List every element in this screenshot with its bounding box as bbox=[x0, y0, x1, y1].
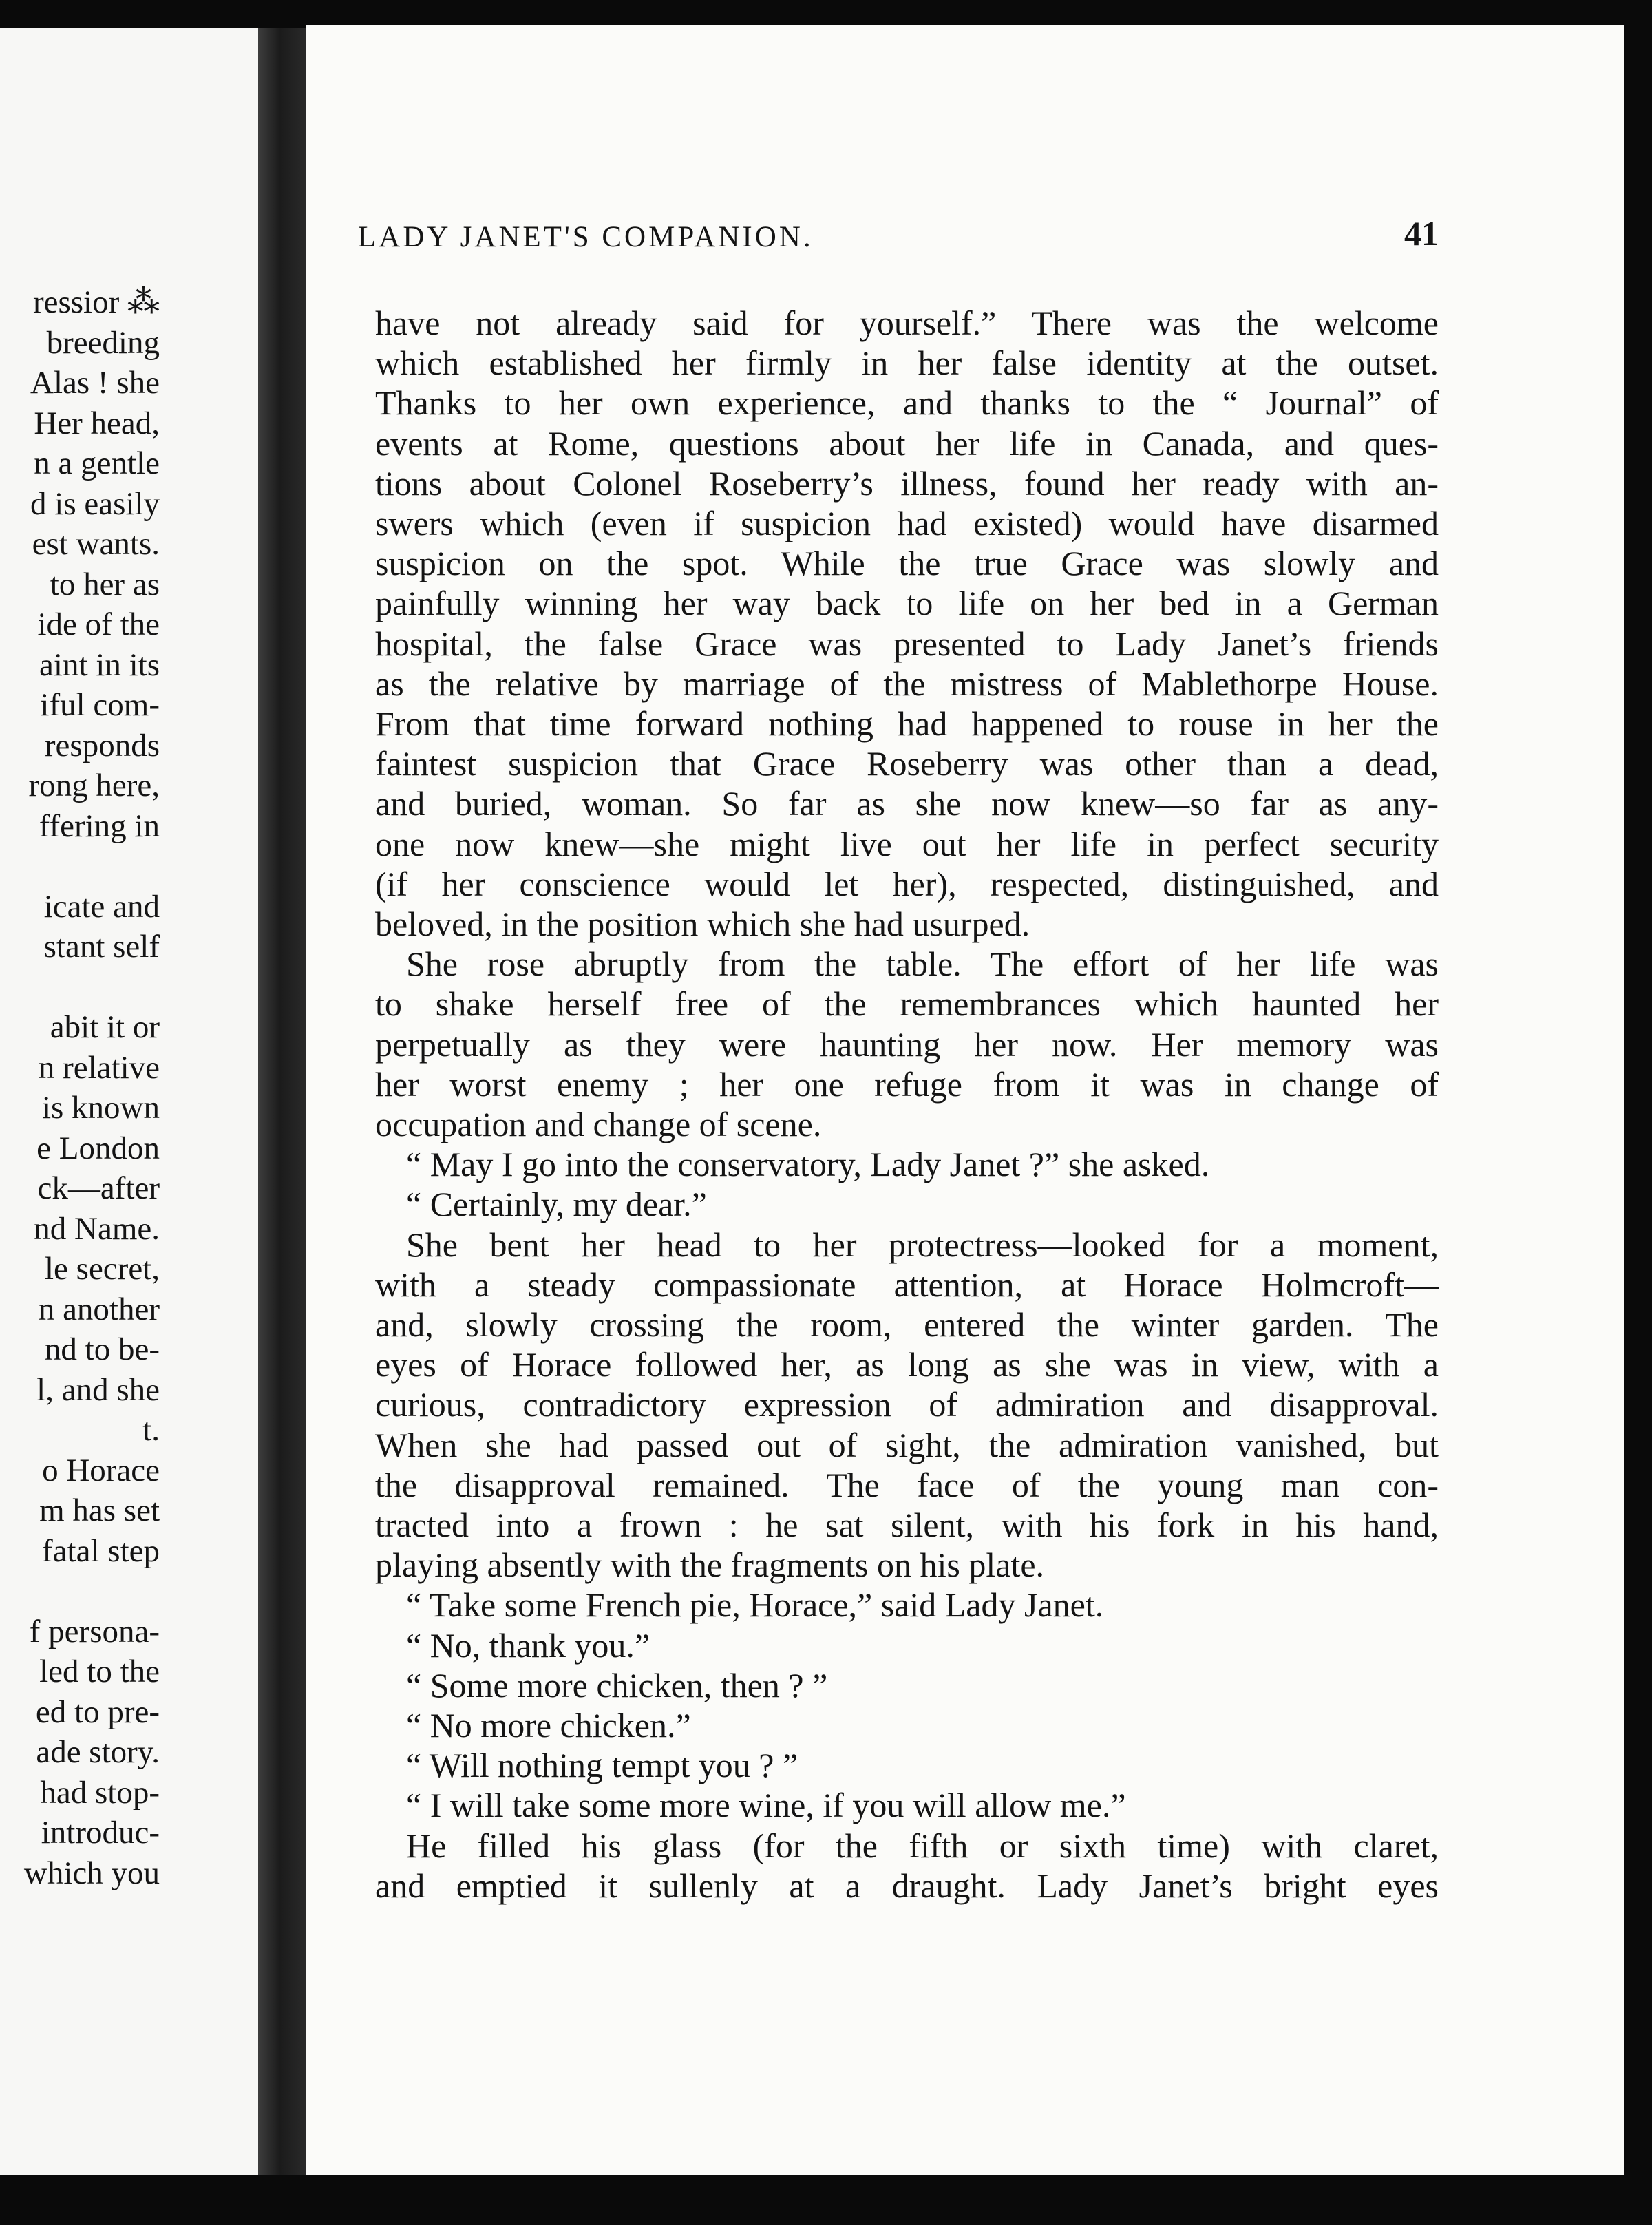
left-page-line: rong here, bbox=[28, 768, 160, 803]
text-line: have not already said for yourself.” There was the welcome bbox=[375, 304, 1439, 342]
text-line: “ Take some French pie, Horace,” said Lady Janet. bbox=[406, 1585, 1104, 1625]
left-page-line: m has set bbox=[39, 1493, 160, 1528]
left-page-line: ressior ⁂ bbox=[32, 284, 160, 320]
text-line: hospital, the false Grace was presented to Lady Janet’s friends bbox=[375, 624, 1439, 663]
text-line: to shake herself free of the remembrances which haunted her bbox=[375, 984, 1439, 1024]
left-page-line: led to the bbox=[39, 1654, 160, 1689]
left-page-line: ed to pre- bbox=[35, 1694, 160, 1730]
text-line: painfully winning her way back to life on her bed in a German bbox=[375, 584, 1439, 623]
page-number: 41 bbox=[1404, 214, 1439, 253]
left-page-line: iful com- bbox=[40, 687, 160, 723]
text-line: “ No more chicken.” bbox=[406, 1706, 691, 1744]
text-line: From that time forward nothing had happened to rouse in her the bbox=[375, 704, 1439, 743]
text-line: her worst enemy ; her one refuge from it was in change of bbox=[375, 1064, 1439, 1104]
text-line: perpetually as they were haunting her now. Her memory was bbox=[375, 1024, 1439, 1064]
left-page-line: nd Name. bbox=[34, 1210, 160, 1247]
left-page-line: ade story. bbox=[36, 1734, 160, 1770]
left-page-line: Her head, bbox=[34, 405, 160, 441]
book-gutter bbox=[258, 28, 306, 2175]
text-line: “ No, thank you.” bbox=[406, 1625, 650, 1665]
text-line: “ Will nothing tempt you ? ” bbox=[406, 1746, 798, 1785]
left-page-line: icate and bbox=[43, 888, 160, 925]
left-page-line: f persona- bbox=[29, 1613, 160, 1649]
text-line: playing absently with the fragments on his plate. bbox=[375, 1546, 1045, 1585]
text-line: the disapproval remained. The face of the young man con- bbox=[375, 1465, 1439, 1504]
text-line: “ Some more chicken, then ? ” bbox=[406, 1665, 828, 1705]
left-page-line: introduc- bbox=[41, 1815, 160, 1850]
text-line: suspicion on the spot. While the true Grace was slowly and bbox=[375, 544, 1439, 583]
running-title: LADY JANET'S COMPANION. bbox=[358, 221, 814, 253]
left-page-line: which you bbox=[23, 1855, 160, 1891]
left-page-line: ide of the bbox=[37, 607, 160, 642]
text-line: Thanks to her own experience, and thanks to the “ Journal” of bbox=[375, 383, 1439, 423]
left-page-line: d is easily bbox=[30, 485, 160, 522]
text-line: She rose abruptly from the table. The effort of her life was bbox=[406, 945, 1439, 984]
text-line: beloved, in the position which she had usurped. bbox=[375, 905, 1030, 943]
running-head bbox=[358, 213, 1439, 262]
left-page-line: n another bbox=[38, 1291, 160, 1327]
text-line: He filled his glass (for the fifth or sixth time) with claret, bbox=[406, 1826, 1439, 1865]
left-page-line: n a gentle bbox=[34, 445, 160, 481]
left-page-line: had stop- bbox=[40, 1774, 160, 1811]
text-line: tions about Colonel Roseberry’s illness, found her ready with an- bbox=[375, 463, 1439, 503]
text-line: “ I will take some more wine, if you will allow me.” bbox=[406, 1786, 1126, 1825]
left-page-line: breeding bbox=[46, 324, 160, 361]
text-line: which established her firmly in her false identity at the outset. bbox=[375, 344, 1439, 383]
left-page-line: l, and she bbox=[36, 1371, 160, 1408]
text-line: and, slowly crossing the room, entered the winter garden. The bbox=[375, 1305, 1439, 1344]
left-page-line: e London bbox=[36, 1130, 160, 1166]
left-page-line: is known bbox=[41, 1090, 160, 1126]
left-page-line: t. bbox=[142, 1412, 160, 1448]
text-line: When she had passed out of sight, the admiration vanished, but bbox=[375, 1425, 1439, 1464]
left-page-line: Alas ! she bbox=[30, 365, 160, 401]
left-page-line: o Horace bbox=[42, 1452, 160, 1488]
left-page-line: abit it or bbox=[50, 1009, 160, 1045]
left-page-line: stant self bbox=[43, 929, 160, 964]
left-page-line: est wants. bbox=[32, 526, 160, 562]
text-line: eyes of Horace followed her, as long as she was in view, with a bbox=[375, 1345, 1439, 1384]
text-line: “ Certainly, my dear.” bbox=[406, 1185, 707, 1224]
text-line: (if her conscience would let her), respected, distinguished, and bbox=[375, 864, 1439, 903]
text-line: “ May I go into the conservatory, Lady Janet ?” she asked. bbox=[406, 1145, 1210, 1184]
text-line: with a steady compassionate attention, at Horace Holmcroft— bbox=[375, 1265, 1439, 1304]
text-line: faintest suspicion that Grace Roseberry was other than a dead, bbox=[375, 744, 1439, 783]
left-page-line: ck—after bbox=[37, 1170, 160, 1206]
left-page-line: aint in its bbox=[39, 646, 160, 683]
text-line: occupation and change of scene. bbox=[375, 1105, 822, 1143]
text-line: and buried, woman. So far as she now knew—so far as any- bbox=[375, 784, 1439, 823]
text-line: tracted into a frown : he sat silent, with his fork in his hand, bbox=[375, 1506, 1439, 1544]
left-page bbox=[0, 28, 258, 2175]
left-page-line: n relative bbox=[38, 1049, 160, 1086]
left-page-line: responds bbox=[44, 727, 160, 763]
text-line: one now knew—she might live out her life in perfect security bbox=[375, 824, 1439, 863]
left-page-line: fatal step bbox=[42, 1532, 160, 1569]
text-line: events at Rome, questions about her life in Canada, and ques- bbox=[375, 423, 1439, 463]
left-page-line: to her as bbox=[50, 566, 160, 602]
text-line: swers which (even if suspicion had existed) would have disarmed bbox=[375, 504, 1439, 542]
left-page-line: le secret, bbox=[44, 1251, 160, 1287]
left-page-line: ffering in bbox=[39, 808, 160, 844]
text-line: and emptied it sullenly at a draught. Lady Janet’s bright eyes bbox=[375, 1866, 1439, 1905]
text-line: as the relative by marriage of the mistress of Mablethorpe House. bbox=[375, 664, 1439, 703]
left-page-line: nd to be- bbox=[44, 1331, 160, 1367]
text-line: She bent her head to her protectress—looked for a moment, bbox=[406, 1225, 1439, 1264]
text-line: curious, contradictory expression of admiration and disapproval. bbox=[375, 1385, 1439, 1424]
